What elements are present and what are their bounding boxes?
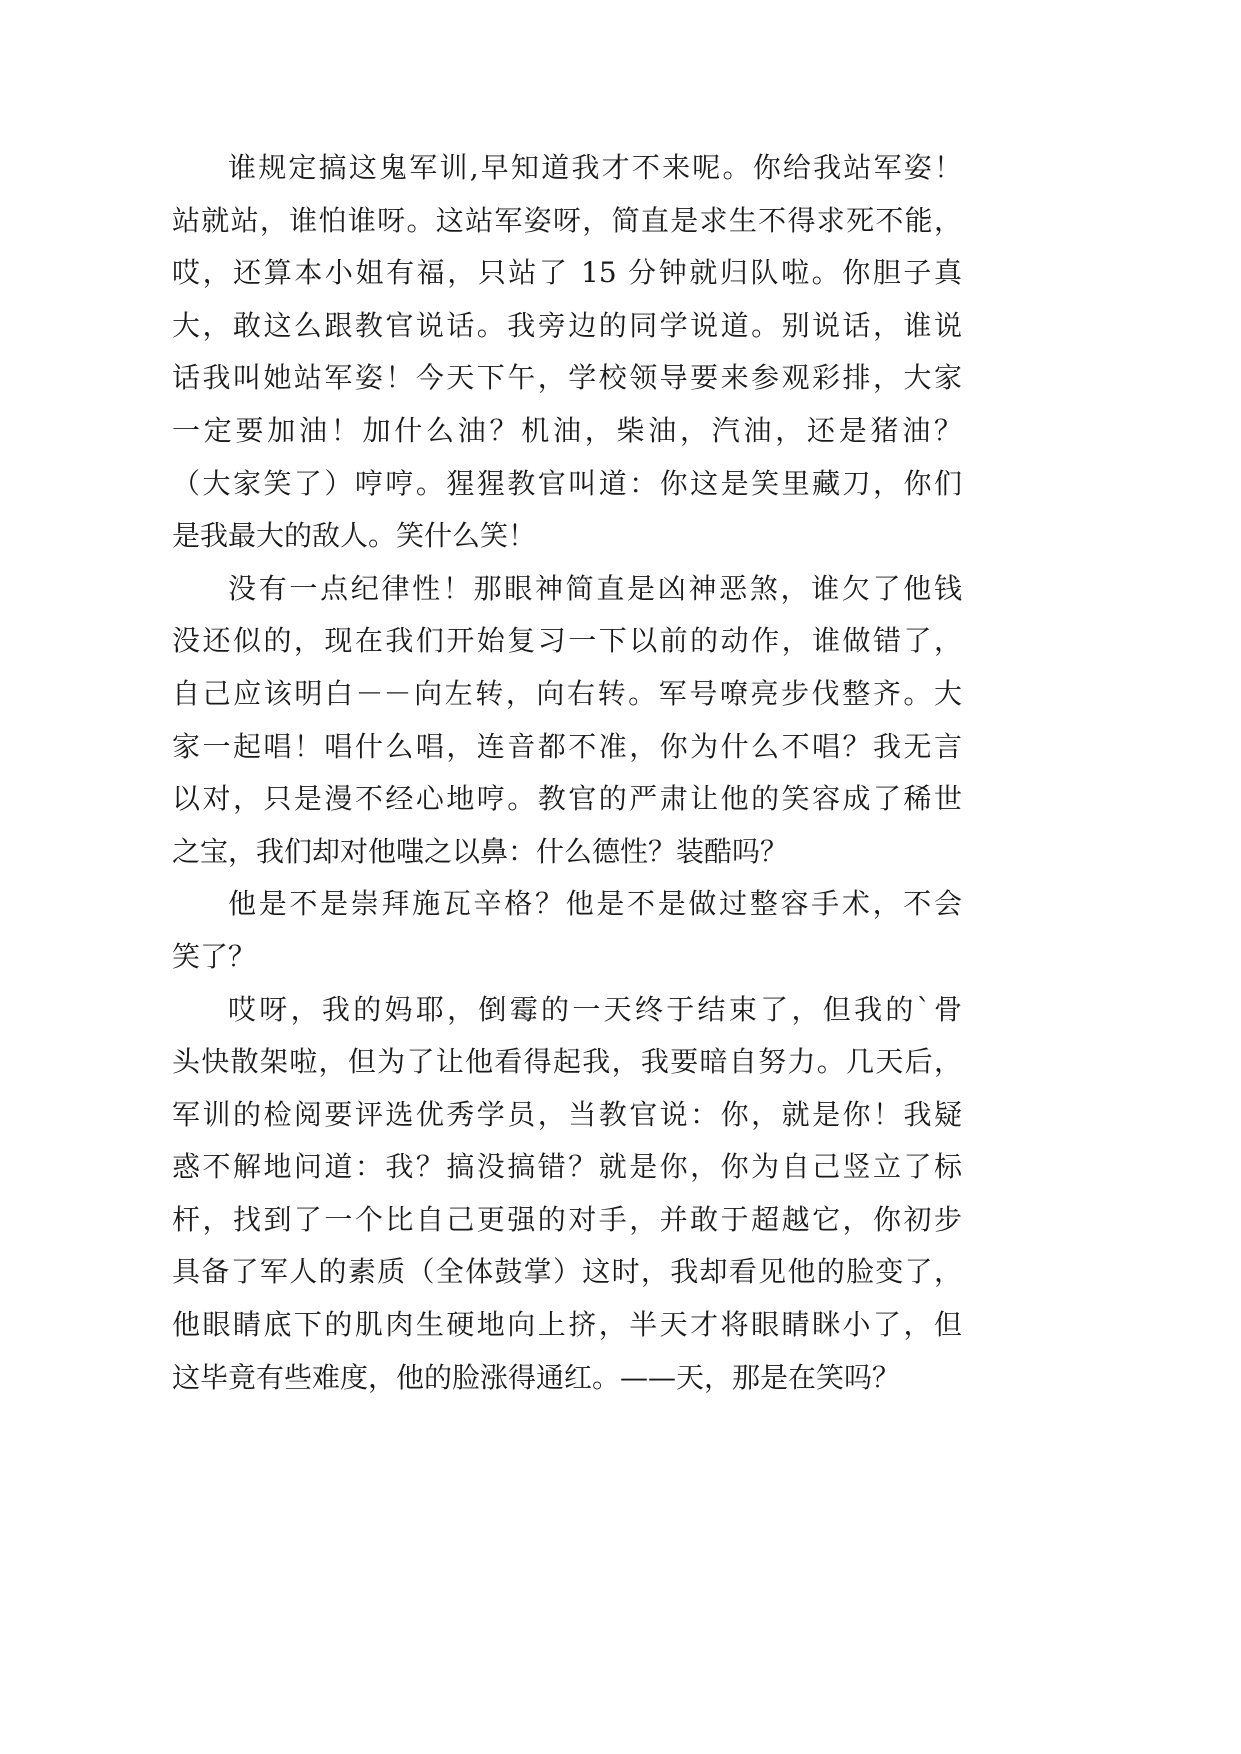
paragraph-3 <box>172 878 962 983</box>
text-line: 家一起唱！唱什么唱，连音都不准，你为什么不唱？我无言 <box>172 729 962 763</box>
text-line: 惑不解地问道：我？搞没搞错？就是你，你为自己竖立了标 <box>172 1150 962 1184</box>
text-line: 没还似的，现在我们开始复习一下以前的动作，谁做错了， <box>172 624 962 658</box>
text-line: 一定要加油！加什么油？机油，柴油，汽油，还是猪油？ <box>172 413 962 447</box>
text-line: 话我叫她站军姿！今天下午，学校领导要来参观彩排，大家 <box>172 361 962 395</box>
text-line: 以对，只是漫不经心地哼。教官的严肃让他的笑容成了稀世 <box>172 782 962 816</box>
text-line: 之宝，我们却对他嗤之以鼻：什么德性？装酷吗？ <box>172 834 789 868</box>
text-line: 杆，找到了一个比自己更强的对手，并敢于超越它，你初步 <box>172 1202 962 1236</box>
text-line: 自己应该明白－－向左转，向右转。军号嘹亮步伐整齐。大 <box>172 676 962 710</box>
document-body <box>172 142 962 1404</box>
paragraph-2 <box>172 563 962 879</box>
paragraph-4 <box>172 984 962 1405</box>
text-line: 笑了？ <box>172 939 257 973</box>
text-line: 大，敢这么跟教官说话。我旁边的同学说道。别说话，谁说 <box>172 308 962 342</box>
text-line: 站就站，谁怕谁呀。这站军姿呀，简直是求生不得求死不能， <box>172 203 962 237</box>
text-line: 没有一点纪律性！那眼神简直是凶神恶煞，谁欠了他钱 <box>228 571 962 605</box>
text-line: 是我最大的敌人。笑什么笑！ <box>172 519 537 553</box>
text-line: 头快散架啦，但为了让他看得起我，我要暗自努力。几天后， <box>172 1045 962 1079</box>
text-line: （大家笑了）哼哼。猩猩教官叫道：你这是笑里藏刀，你们 <box>172 466 962 500</box>
text-line: 哎呀，我的妈耶，倒霉的一天终于结束了，但我的`骨 <box>228 992 962 1026</box>
text-line: 具备了军人的素质（全体鼓掌）这时，我却看见他的脸变了， <box>172 1255 962 1289</box>
paragraph-1 <box>172 142 962 563</box>
text-line: 他眼睛底下的肌肉生硬地向上挤，半天才将眼睛眯小了，但 <box>172 1308 962 1342</box>
text-line: 这毕竟有些难度，他的脸涨得通红。——天，那是在笑吗？ <box>172 1360 901 1394</box>
text-line: 谁规定搞这鬼军训,早知道我才不来呢。你给我站军姿！ <box>228 151 962 184</box>
text-line: 哎，还算本小姐有福，只站了 15 分钟就归队啦。你胆子真 <box>172 256 962 290</box>
text-line: 军训的检阅要评选优秀学员，当教官说：你，就是你！我疑 <box>172 1097 962 1131</box>
text-line: 他是不是崇拜施瓦辛格？他是不是做过整容手术，不会 <box>228 887 962 921</box>
